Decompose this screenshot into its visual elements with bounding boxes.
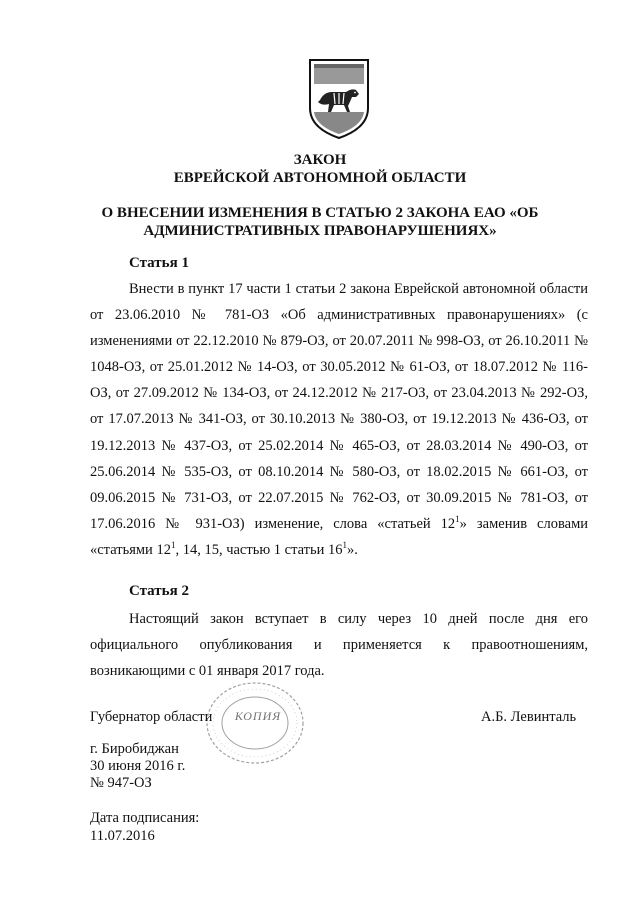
- coat-of-arms-icon: [304, 56, 374, 140]
- superscript: 1: [170, 540, 176, 551]
- city-line: г. Биробиджан: [90, 741, 179, 757]
- article-1-quote-a: «статьей 12: [377, 515, 456, 532]
- superscript: 1: [455, 514, 460, 525]
- law-subject-line-2: АДМИНИСТРАТИВНЫХ ПРАВОНАРУШЕНИЯХ»: [143, 223, 497, 239]
- article-1-quote-d: ».: [347, 541, 358, 558]
- stamp-label: КОПИЯ: [234, 709, 282, 723]
- law-number: № 947-ОЗ: [90, 775, 152, 791]
- article-2-text: Настоящий закон вступает в силу через 10 дней после дня его официального опубликования и применяется к правоотношениям, возникающими с 01 января 2017 года.: [90, 611, 588, 680]
- article-2-heading: Статья 2: [129, 583, 189, 599]
- signing-date-label: Дата подписания:: [90, 810, 200, 826]
- article-1-main-text: Внести в пункт 17 части 1 статьи 2 закона Еврейской автономной области от 23.06.2010 № 781-ОЗ «Об административных правонарушениях» (с изменениями от 22.12.2010 № 879-ОЗ, от 20.07.2011 № 998-ОЗ, от 26.10.2011 № 1048-ОЗ, от 25.01.2012 № 14-ОЗ, от 30.05.2012 № 61-ОЗ, от 18.07.2012 № 116-ОЗ, от 27.09.2012 № 134-ОЗ, от 24.12.2012 № 217-ОЗ, от 23.04.2013 № 292-ОЗ, от 17.07.2013 № 341-ОЗ, от 30.10.2013 № 380-ОЗ, от 19.12.2013 № 436-ОЗ, от 19.12.2013 № 437-ОЗ, от 25.02.2014 № 465-ОЗ, от 28.03.2014 № 490-ОЗ, от 25.06.2014 № 535-ОЗ, от 08.10.2014 № 580-ОЗ, от 18.02.2015 № 661-ОЗ, от 09.06.2015 № 731-ОЗ, от 22.07.2015 № 762-ОЗ, от 30.09.2015 № 781-ОЗ, от 17.06.2016 № 931-ОЗ) изменение, слова: [90, 281, 588, 532]
- governor-label: Губернатор области: [90, 709, 213, 725]
- article-1-text: [90, 276, 588, 563]
- article-1-quote-b: » заменив словами «статьями 12: [90, 515, 589, 558]
- article-1-heading: Статья 1: [129, 255, 189, 271]
- signatory-name: А.Б. Левинталь: [481, 709, 577, 725]
- signing-date: 11.07.2016: [90, 828, 155, 844]
- law-subject-line-1: О ВНЕСЕНИИ ИЗМЕНЕНИЯ В СТАТЬЮ 2 ЗАКОНА ЕАО «ОБ: [101, 205, 539, 221]
- superscript: 1: [342, 540, 347, 551]
- law-title: ЗАКОН: [293, 152, 347, 168]
- region-title: ЕВРЕЙСКОЙ АВТОНОМНОЙ ОБЛАСТИ: [173, 170, 467, 186]
- article-1-quote-c: , 14, 15, частью 1 статьи 16: [175, 541, 343, 558]
- date-line: 30 июня 2016 г.: [90, 758, 186, 774]
